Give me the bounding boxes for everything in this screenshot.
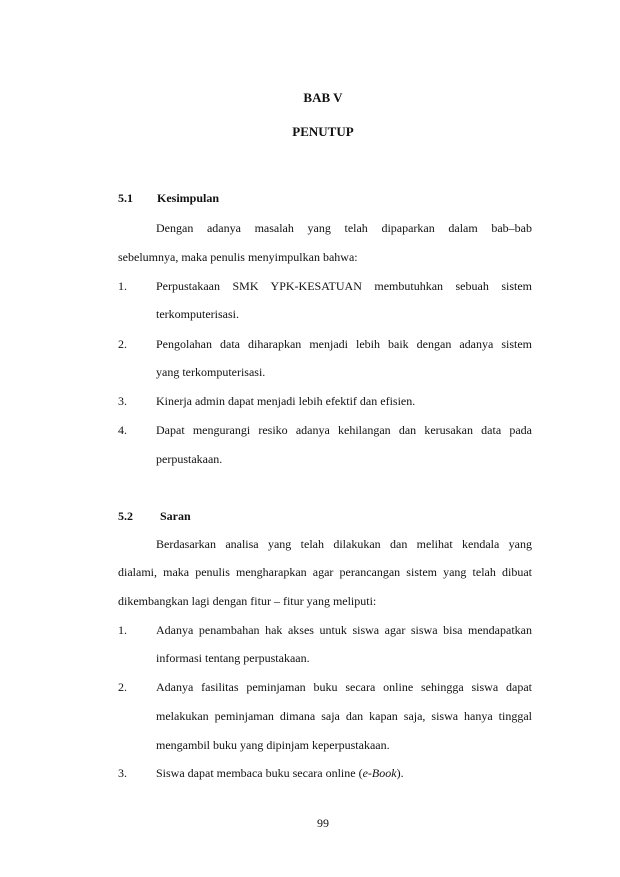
list-item-text: melakukan peminjaman dimana saja dan kapan saja, siswa hanya tinggal: [156, 709, 532, 723]
list-item-text: Perpustakaan SMK YPK-KESATUAN membutuhkan sebuah sistem: [156, 279, 532, 293]
list-item-text: Kinerja admin dapat menjadi lebih efektif dan efisien.: [156, 394, 416, 408]
list-item-text-part: Siswa dapat membaca buku secara online (: [156, 766, 363, 780]
list-item-text: Pengolahan data diharapkan menjadi lebih baik dengan adanya sistem: [156, 337, 532, 351]
list-item-text: Dapat mengurangi resiko adanya kehilangan dan kerusakan data pada: [156, 423, 532, 437]
list-number: 1.: [118, 623, 127, 637]
list-number: 4.: [118, 423, 127, 437]
list-item-text: informasi tentang perpustakaan.: [156, 651, 310, 665]
list-item-text-part: ).: [396, 766, 404, 780]
page-number: 99: [317, 816, 329, 830]
list-number: 2.: [118, 337, 127, 351]
list-item-text: [156, 765, 404, 781]
list-number: 3.: [118, 766, 127, 780]
list-number: 3.: [118, 394, 127, 408]
section-number: 5.1: [118, 191, 133, 205]
list-number: 1.: [118, 279, 127, 293]
list-item-text: Adanya fasilitas peminjaman buku secara online sehingga siswa dapat: [156, 680, 532, 694]
list-item-text: Adanya penambahan hak akses untuk siswa agar siswa bisa mendapatkan: [156, 623, 532, 637]
section-number: 5.2: [118, 509, 133, 523]
list-item-text: perpustakaan.: [156, 452, 223, 466]
section-heading: Kesimpulan: [157, 191, 220, 205]
list-item-text: mengambil buku yang dipinjam keperpustakaan.: [156, 738, 390, 752]
paragraph-line: sebelumnya, maka penulis menyimpulkan bahwa:: [118, 250, 358, 264]
section-heading: Saran: [160, 509, 191, 523]
ebook-term: e-Book: [362, 766, 397, 780]
paragraph-line: Berdasarkan analisa yang telah dilakukan dan melihat kendala yang: [156, 537, 532, 551]
list-number: 2.: [118, 680, 127, 694]
chapter-title: PENUTUP: [292, 124, 354, 139]
paragraph-line: dikembangkan lagi dengan fitur – fitur yang meliputi:: [118, 594, 377, 608]
paragraph-line: dialami, maka penulis mengharapkan agar perancangan sistem yang telah dibuat: [118, 565, 532, 579]
paragraph-line: Dengan adanya masalah yang telah dipaparkan dalam bab–bab: [156, 221, 532, 235]
list-item-text: terkomputerisasi.: [156, 307, 239, 321]
list-item-text: yang terkomputerisasi.: [156, 365, 266, 379]
chapter-label: BAB V: [303, 90, 343, 105]
